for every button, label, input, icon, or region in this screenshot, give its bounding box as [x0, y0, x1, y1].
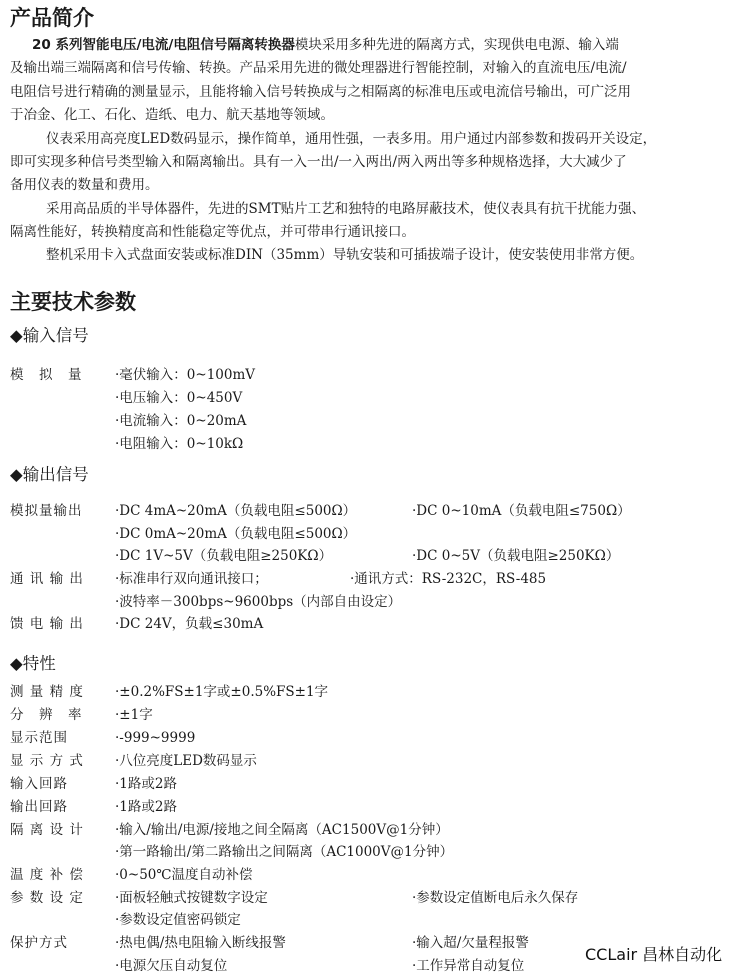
spec-label: 模 拟 量 — [10, 367, 83, 383]
spec-item: ·面板轻触式按键数字设定 — [115, 890, 268, 906]
spec-item: ·DC 1V~5V（负载电阻≥250KΩ） — [115, 548, 333, 564]
spec-label: 显示范围 — [10, 730, 68, 746]
spec-item: ·输入/输出/电源/接地之间全隔离（AC1500V@1分钟） — [115, 822, 449, 838]
spec-item: ·第一路输出/第二路输出之间隔离（AC1000V@1分钟） — [115, 844, 454, 860]
spec-item: ·1路或2路 — [115, 799, 177, 815]
spec-item: ·通讯方式：RS-232C，RS-485 — [350, 571, 547, 587]
output-signal-heading: ◆输出信号 — [10, 465, 89, 484]
input-signal-heading: ◆输入信号 — [10, 326, 89, 345]
spec-item: ·毫伏输入：0~100mV — [115, 367, 256, 383]
watermark: CCLair 昌林自动化 — [585, 945, 723, 964]
intro-line: 电阻信号进行精确的测量显示，且能将输入信号转换成与之相隔离的标准电压或电流信号输出，可广泛用 — [10, 84, 631, 100]
spec-label: 保护方式 — [10, 935, 68, 951]
spec-item: ·电阻输入：0~10kΩ — [115, 436, 244, 452]
intro-line: 备用仪表的数量和费用。 — [10, 177, 159, 193]
spec-label: 温 度 补 偿 — [10, 867, 84, 883]
spec-item: ·参数设定值密码锁定 — [115, 912, 241, 928]
spec-label: 通 讯 输 出 — [10, 571, 84, 587]
spec-label: 输出回路 — [10, 799, 68, 815]
spec-item: ·1路或2路 — [115, 776, 177, 792]
spec-label: 隔 离 设 计 — [10, 822, 84, 838]
intro-line: 及输出端三端隔离和信号传输、转换。产品采用先进的微处理器进行智能控制，对输入的直流电压/电流/ — [10, 60, 627, 76]
spec-item: ·工作异常自动复位 — [412, 958, 525, 974]
intro-title: 产品简介 — [10, 6, 94, 30]
intro-paragraph-1-line — [32, 36, 619, 54]
spec-item: ·电源欠压自动复位 — [115, 958, 228, 974]
spec-label: 参 数 设 定 — [10, 890, 84, 906]
spec-item: ·热电偶/热电阻输入断线报警 — [115, 935, 286, 951]
specs-title: 主要技术参数 — [10, 290, 136, 314]
spec-item: ·电压输入：0~450V — [115, 390, 243, 406]
spec-item: ·DC 0mA~20mA（负载电阻≤500Ω） — [115, 526, 357, 542]
text: 模块采用多种先进的隔离方式，实现供电电源、输入端 — [294, 37, 619, 53]
spec-item: ·0~50℃温度自动补偿 — [115, 867, 253, 883]
product-name: 20 系列智能电压/电流/电阻信号隔离转换器 — [32, 37, 295, 53]
spec-item: ·八位亮度LED数码显示 — [115, 753, 257, 769]
intro-line: 仪表采用高亮度LED数码显示，操作简单，通用性强，一表多用。用户通过内部参数和拨码开关设定， — [46, 131, 657, 147]
spec-label: 分 辨 率 — [10, 707, 83, 723]
spec-item: ·输入超/欠量程报警 — [412, 935, 529, 951]
intro-line: 整机采用卡入式盘面安装或标准DIN（35mm）导轨安装和可插拔端子设计，使安装使用非常方便。 — [46, 247, 644, 263]
spec-item: ·标准串行双向通讯接口； — [115, 571, 268, 587]
intro-line: 于冶金、化工、石化、造纸、电力、航天基地等领域。 — [10, 107, 334, 123]
spec-item: ·-999~9999 — [115, 730, 196, 746]
spec-label: 馈 电 输 出 — [10, 616, 84, 632]
intro-line: 即可实现多种信号类型输入和隔离输出。具有一入一出/一入两出/两入两出等多种规格选择，大大减少了 — [10, 154, 627, 170]
spec-item: ·±0.2%FS±1字或±0.5%FS±1字 — [115, 684, 329, 700]
spec-label: 模拟量输出 — [10, 503, 83, 519]
spec-item: ·DC 24V，负载≤30mA — [115, 616, 264, 632]
spec-item: ·DC 4mA~20mA（负载电阻≤500Ω） — [115, 503, 357, 519]
intro-line: 采用高品质的半导体器件，先进的SMT贴片工艺和独特的电路屏蔽技术，使仪表具有抗干扰能力强、 — [46, 201, 646, 217]
spec-item: ·电流输入：0~20mA — [115, 413, 247, 429]
spec-item: ·波特率－300bps~9600bps（内部自由设定） — [115, 594, 402, 610]
spec-item: ·DC 0~10mA（负载电阻≤750Ω） — [412, 503, 631, 519]
features-heading: ◆特性 — [10, 654, 56, 673]
spec-label: 输入回路 — [10, 776, 68, 792]
spec-label: 显 示 方 式 — [10, 753, 84, 769]
spec-item: ·参数设定值断电后永久保存 — [412, 890, 579, 906]
spec-item: ·±1字 — [115, 707, 153, 723]
intro-line: 隔离性能好，转换精度高和性能稳定等优点，并可带串行通讯接口。 — [10, 224, 415, 240]
spec-item: ·DC 0~5V（负载电阻≥250KΩ） — [412, 548, 620, 564]
spec-label: 测 量 精 度 — [10, 684, 84, 700]
